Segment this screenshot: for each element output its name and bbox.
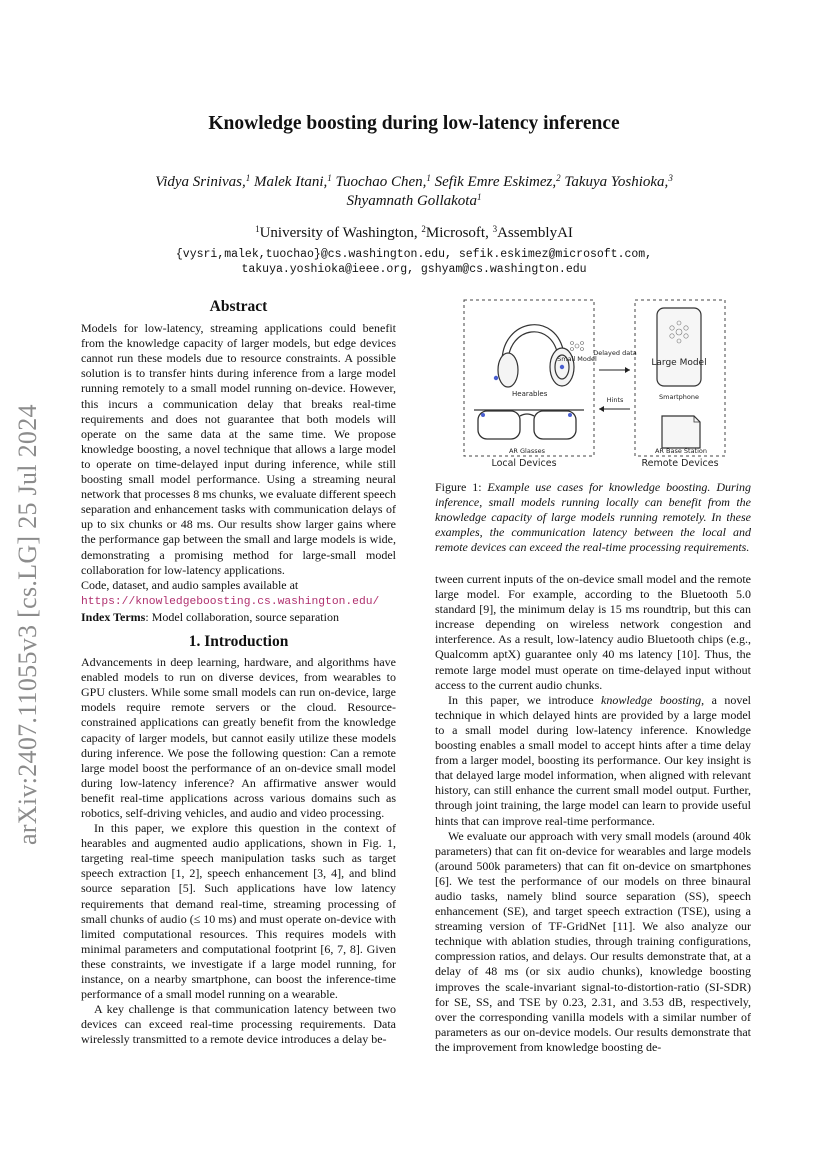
abstract-heading: Abstract — [209, 298, 268, 315]
arrowhead — [599, 406, 604, 412]
right-column — [435, 572, 751, 1055]
affiliations: $^1$University of Washington, $^2$Microsoft, $^3$AssemblyAI — [255, 224, 573, 241]
intro-paragraph: A key challenge is that communication latency between two devices can exceed real-time processing requirements. Data wirelessly transmitted to a remote device introduces a delay be- — [81, 1002, 396, 1047]
mic-dot — [494, 376, 498, 380]
figure-caption: Figure 1: Example use cases for knowledge boosting. During inference, small models running locally can benefit from the knowledge capacity of large models running remotely. In these examples, the communication latency between the local and remote devices can exceed the real-time processing requirements. — [435, 480, 751, 555]
author-emails — [120, 247, 708, 277]
email-line: {vysri,malek,tuochao}@cs.washington.edu, sefik.eskimez@microsoft.com, — [175, 248, 653, 261]
mic-dot — [560, 365, 564, 369]
project-link[interactable]: https://knowledgeboosting.cs.washington.edu/ — [81, 595, 380, 608]
index-terms: Index Terms: Model collaboration, source separation — [81, 609, 339, 624]
mic-dot — [568, 413, 572, 417]
intro-paragraph: In this paper, we introduce knowledge boosting, a novel technique in which delayed hints are provided by a large model to a small model during low-latency inference. Knowledge boosting enables a small model to accept hints after a time delay from a larger model, boosting its performance. Our key insight is that delayed large model information, when aligned with relevant history, can still enhance the current small model output. Further, through joint training, the large model can learn to provide useful hints that can improve real-time performance. — [435, 692, 752, 828]
intro-paragraph: We evaluate our approach with very small models (around 40k parameters) that can fit on-device for wearables and large models (around 500k parameters) that can fit on-device on smartphones [6]. We test the performance of our models on three binaural audio tasks, namely blind source separation (SS), speech enhancement (SE), and target speech extraction (TSE), using a streaming version of TF-GridNet [11]. We also analyze our technique with ablation studies, through training configurations, compression ratios, and delays. Our results demonstrate that, at a delay of 48 ms (or six audio chunks), knowledge boosting improves the scale-invariant signal-to-distortion-ratio (SI-SDR) for SE, SS, and TSE by 0.23, 2.31, and 3.53 dB, respectively, over the corresponding vanilla models with a similar number of parameters as our on-device models. Our results demonstrate that the improvement from knowledge boosting de- — [435, 828, 751, 1054]
mic-dot — [481, 413, 485, 417]
smartphone-label: Smartphone — [658, 393, 700, 401]
local-devices-box — [464, 300, 594, 456]
paper-title: Knowledge boosting during low-latency inference — [208, 113, 620, 134]
base-station-label: AR Base Station — [654, 447, 708, 455]
author: Vidya Srinivas,$^1$ — [155, 173, 251, 190]
ar-glasses-label: AR Glasses — [508, 447, 546, 455]
figure-1-diagram — [462, 298, 732, 470]
abstract-body: Models for low-latency, streaming applications could benefit from the knowledge capacity of larger models, but edge devices cannot run these models due to resource constraints. A possible solution is to transfer hints during inference from a large model running remotely to a small model running on-device. However, this incurs a communication delay that breaks real-time requirements and does not guarantee that both models will operate on the same data at the same time. We propose knowledge boosting, a novel technique that allows a large model to operate on time-delayed input during inference, while still boosting small model performance. Using a streaming neural network that processes 8 ms chunks, we evaluate different speech separation and enhancement tasks with communication delays of up to six chunks or 48 ms. Our results show larger gains where the performance gap between the small and large models is wide, demonstrating a promising method for large-small model collaboration for low-latency applications. — [81, 321, 397, 577]
email-line: takuya.yoshioka@ieee.org, gshyam@cs.washington.edu — [241, 263, 587, 276]
code-availability: Code, dataset, and audio samples available at https://knowledgeboosting.cs.washington.edu/ — [81, 577, 380, 608]
hearables-label: Hearables — [512, 390, 548, 398]
base-station-icon — [662, 416, 700, 448]
left-column — [81, 299, 396, 1048]
author: Malek Itani,$^1$ — [253, 173, 332, 190]
hints-label: Hints — [606, 396, 624, 404]
author: Sefik Emre Eskimez,$^2$ — [434, 173, 561, 190]
author: Takuya Yoshioka,$^3$ — [564, 173, 673, 190]
intro-paragraph: In this paper, we explore this question in the context of hearables and augmented audio applications, shown in Fig. 1, targeting real-time speech manipulation tasks such as target speech extraction [1, 2], speech enhancement [3, 4], and blind source separation [5]. Such applications have low latency requirements that demand real-time, streaming processing of small chunks of audio (≤ 10 ms) and must operate on-device with limited computational resources. This requires models with minimal parameters and computational footprint [6, 7, 8]. Given these constraints, we investigate if a large model running, for instance, on a nearby smartphone, can boost the inference-time performance of a small model running on a wearable. — [81, 821, 396, 1002]
smartphone-icon — [657, 308, 701, 386]
arrowhead — [625, 367, 630, 373]
large-model-label: Large Model — [651, 358, 707, 368]
local-devices-label: Local Devices — [491, 458, 557, 469]
ar-glasses-icon — [474, 410, 584, 439]
intro-paragraph-continued: tween current inputs of the on-device small model and the remote large model. For example, according to the Bluetooth 5.0 standard [9], the minimum delay is 15 ms roundtrip, but this can increase depending on wireless network congestion and interference. As a result, low-latency audio Bluetooth chips (e.g., Qualcomm aptX) guarantee only 40 ms latency [10]. Thus, the remote large model must operate on time-delayed input without access to the current audio chunks. — [435, 572, 751, 692]
author-list — [90, 173, 738, 211]
small-model-icon — [571, 342, 584, 351]
intro-paragraph: Advancements in deep learning, hardware, and algorithms have enabled models to run on diverse devices, from wearables to GPU clusters. While some small models can run on-device, large models require remote servers or the cloud. Resource-constrained applications can greatly benefit from the knowledge capacity of larger models, but cannot easily utilize these models during inference. We pose the following question: Can a remote large model boost the performance of an on-device small model during low-latency inference? An affirmative answer would benefit real-time applications across various domains such as robotics, self-driving vehicles, and audio and video processing. — [81, 655, 396, 820]
small-model-label: Small Model — [557, 355, 597, 363]
remote-devices-label: Remote Devices — [641, 458, 719, 469]
arxiv-stamp: arXiv:2407.11055v3 [cs.LG] 25 Jul 2024 — [13, 404, 42, 845]
author: Tuochao Chen,$^1$ — [335, 173, 431, 190]
author: Shyamnath Gollakota$^1$ — [346, 192, 482, 209]
introduction-heading: 1. Introduction — [188, 632, 289, 650]
delayed-data-label: Delayed data — [593, 349, 637, 357]
